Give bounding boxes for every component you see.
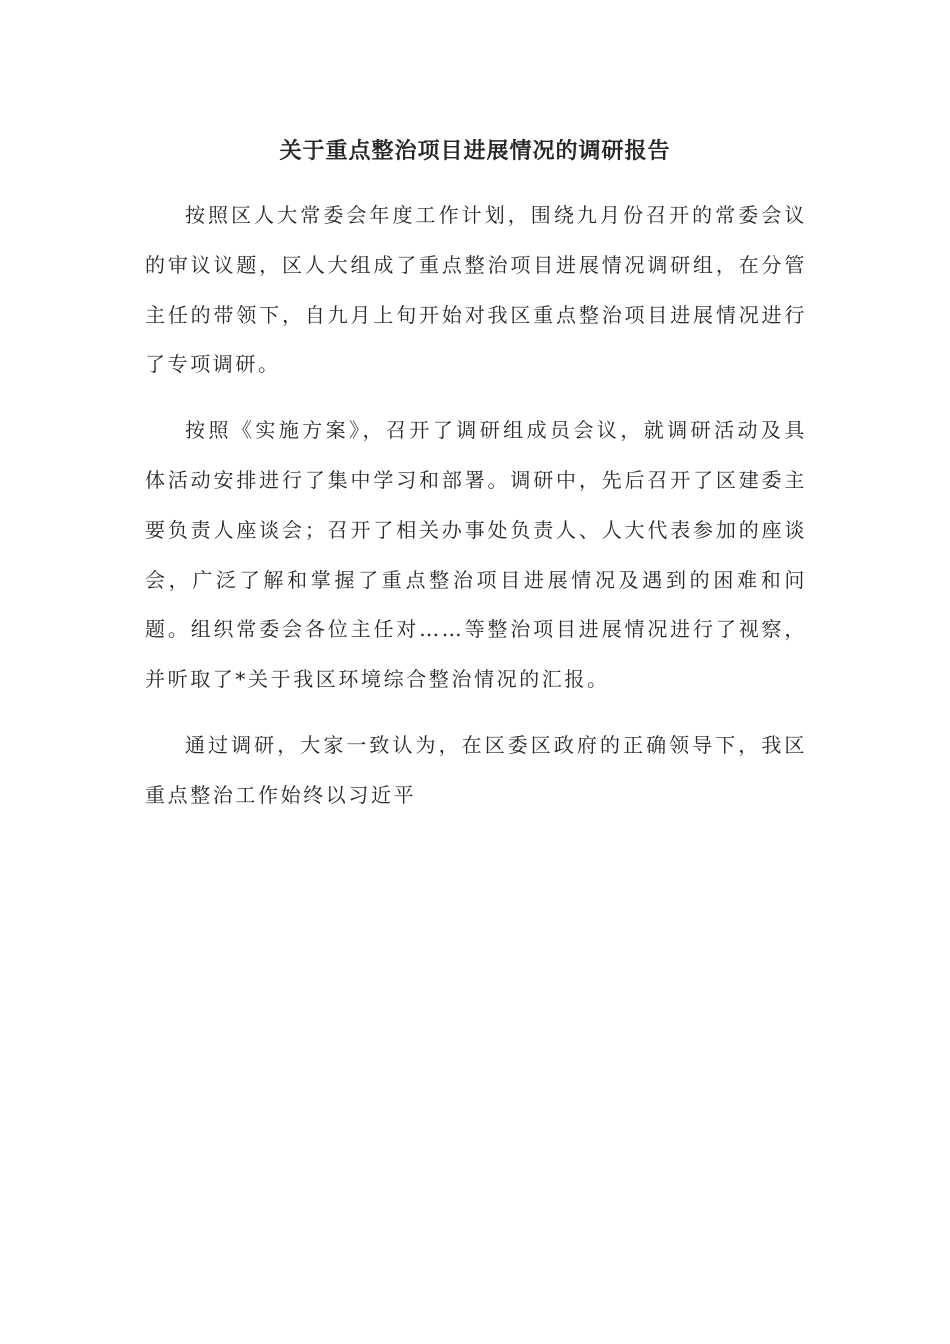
body-paragraph-2: 按照《实施方案》，召开了调研组成员会议，就调研活动及具体活动安排进行了集中学习和部署。调研中，先后召开了区建委主要负责人座谈会；召开了相关办事处负责人、人大代表参加的座谈会，广泛了解和掌握了重点整治项目进展情况及遇到的困难和问题。组织常委会各位主任对……等整治项目进展情况进行了视察，并听取了*关于我区环境综合整治情况的汇报。 <box>145 418 807 692</box>
body-paragraph-1: 按照区人大常委会年度工作计划，围绕九月份召开的常委会议的审议议题，区人大组成了重点整治项目进展情况调研组，在分管主任的带领下，自九月上旬开始对我区重点整治项目进展情况进行了专项调研。 <box>145 203 807 377</box>
document-title: 关于重点整治项目进展情况的调研报告 <box>279 138 671 164</box>
body-paragraph-3: 通过调研，大家一致认为，在区委区政府的正确领导下，我区重点整治工作始终以习近平 <box>145 732 807 807</box>
document-body <box>145 191 807 837</box>
